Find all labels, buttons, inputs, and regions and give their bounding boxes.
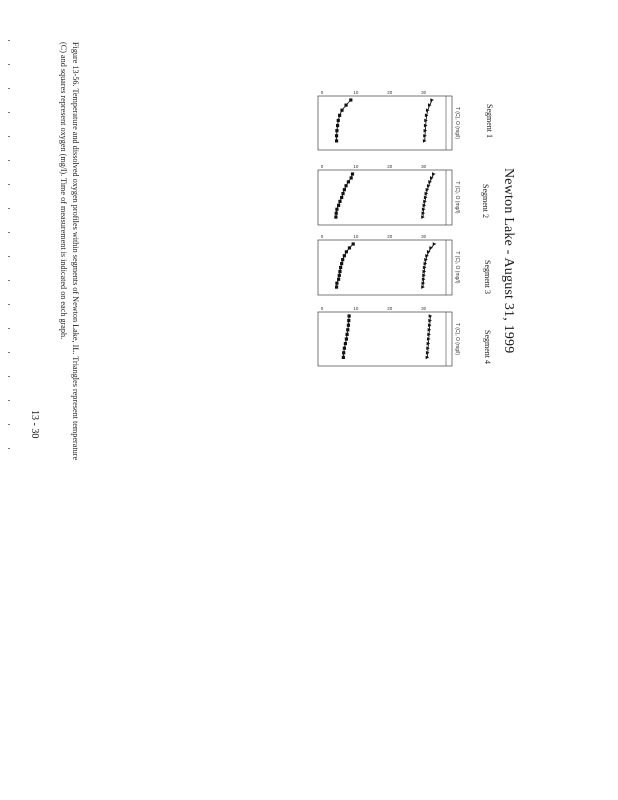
oxygen-point (340, 196, 343, 199)
oxygen-point (335, 134, 338, 137)
oxygen-point (338, 274, 341, 277)
value-tick-label: 0 (320, 164, 324, 169)
segment-2-plot (318, 164, 460, 225)
oxygen-point (343, 347, 346, 350)
value-tick-label: 10 (353, 306, 359, 311)
oxygen-point (335, 285, 338, 288)
oxygen-point (335, 282, 338, 285)
value-tick-label: 20 (387, 164, 393, 169)
axis-title: T (C), O (mg/l) (454, 106, 460, 140)
oxygen-point (335, 212, 338, 215)
oxygen-point (343, 254, 346, 257)
segment-4-plot (318, 306, 460, 366)
oxygen-point (338, 270, 341, 273)
axis-title: T (C), O (mg/l) (454, 251, 460, 284)
value-tick-label: 10 (353, 234, 359, 239)
oxygen-point (335, 139, 338, 142)
oxygen-point (344, 342, 347, 345)
oxygen-point (337, 119, 340, 122)
oxygen-point (339, 266, 342, 269)
oxygen-point (337, 204, 340, 207)
oxygen-point (341, 258, 344, 261)
oxygen-point (335, 129, 338, 132)
figure-caption-line-1: Figure 13-56. Temperature and dissolved oxygen profiles within segments of Newton Lake, IL. Triangles represent temperature (71, 42, 80, 461)
value-tick-label: 30 (421, 164, 427, 169)
oxygen-point (345, 333, 348, 336)
temperature-point (428, 103, 432, 107)
value-tick-label: 10 (353, 90, 359, 95)
page-title: Newton Lake - August 31, 1999 (501, 168, 516, 354)
value-tick-label: 30 (421, 90, 427, 95)
temperature-point (430, 98, 434, 102)
oxygen-point (349, 98, 352, 101)
segment-3-plot (318, 234, 460, 295)
oxygen-point (347, 319, 350, 322)
oxygen-point (336, 124, 339, 127)
temperature-point (433, 242, 437, 246)
oxygen-point (335, 208, 338, 211)
oxygen-point (344, 184, 347, 187)
oxygen-point (347, 180, 350, 183)
oxygen-point (342, 351, 345, 354)
value-tick-label: 30 (421, 234, 427, 239)
oxygen-point (345, 337, 348, 340)
value-tick-label: 30 (421, 306, 427, 311)
oxygen-point (350, 176, 353, 179)
oxygen-point (347, 324, 350, 327)
figure-caption-line-2: (C) and squares represent oxygen (mg/l). Time of measurement is indicated on each graph. (59, 42, 68, 340)
value-tick-label: 0 (320, 234, 324, 239)
oxygen-point (342, 356, 345, 359)
page-number: 13 - 30 (29, 410, 40, 439)
oxygen-point (334, 215, 337, 218)
oxygen-point (341, 192, 344, 195)
temperature-line (423, 244, 435, 287)
plot-frame (318, 312, 452, 366)
temperature-point (432, 172, 436, 176)
value-tick-label: 10 (353, 164, 359, 169)
oxygen-point (343, 188, 346, 191)
oxygen-point (344, 104, 347, 107)
oxygen-point (348, 314, 351, 317)
segment-4-label: Segment 4 (483, 330, 492, 364)
oxygen-point (338, 114, 341, 117)
segment-3-label: Segment 3 (483, 260, 492, 294)
oxygen-point (345, 250, 348, 253)
oxygen-point (338, 200, 341, 203)
temperature-line (427, 316, 430, 357)
value-tick-label: 20 (387, 306, 393, 311)
axis-title: T (C), O (mg/l) (454, 181, 460, 214)
segment-1-plot (318, 90, 460, 150)
segment-1-label: Segment 1 (485, 104, 494, 138)
value-tick-label: 0 (320, 306, 324, 311)
value-tick-label: 0 (320, 90, 324, 95)
oxygen-point (351, 172, 354, 175)
oxygen-point (340, 109, 343, 112)
oxygen-point (340, 262, 343, 265)
oxygen-line (343, 316, 349, 357)
oxygen-point (346, 328, 349, 331)
axis-title: T (C), O (mg/l) (454, 322, 460, 356)
value-tick-label: 20 (387, 90, 393, 95)
oxygen-point (348, 246, 351, 249)
value-tick-label: 20 (387, 234, 393, 239)
oxygen-point (337, 278, 340, 281)
oxygen-point (352, 242, 355, 245)
temperature-point (430, 176, 434, 180)
segment-2-label: Segment 2 (481, 184, 490, 218)
